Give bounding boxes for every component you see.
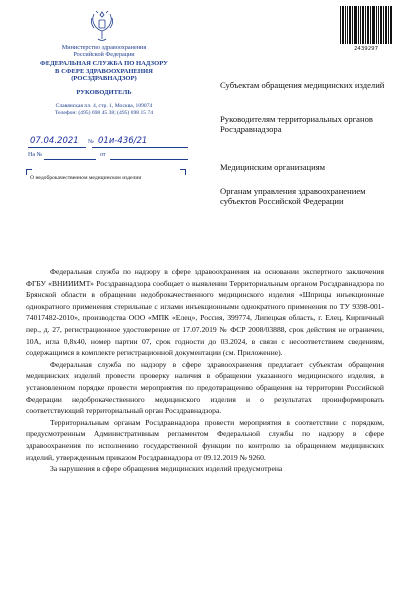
- number-underline: [92, 147, 188, 148]
- paragraph-4: За нарушения в сфере обращения медицинских изделий предусмотрена: [50, 464, 283, 474]
- letter-body: [26, 266, 384, 475]
- agency-line-3: (РОСЗДРАВНАДЗОР): [71, 75, 137, 83]
- paragraph-3: Территориальным органам Росздравнадзора провести мероприятия в соответствии с порядком, предусмотренным Административным регламентом Федеральной службы по надзору в сфере здравоохранения по исполнению государственной функции по контролю за обращением медицинских изделий, утвержденным приказом Росздравнадзора от 09.12.2019 № 9260.: [26, 417, 384, 462]
- ministry-name: [20, 44, 188, 58]
- registration-date: 07.04.2021: [30, 136, 79, 146]
- registration-number: 01и-436/21: [98, 136, 148, 146]
- number-sign: №: [88, 139, 94, 145]
- addressee-1: Субъектам обращения медицинских изделий: [220, 80, 385, 90]
- head-title: РУКОВОДИТЕЛЬ: [76, 89, 132, 96]
- coat-of-arms-emblem: [88, 8, 116, 44]
- ministry-line-2: Российской Федерации: [73, 51, 135, 59]
- reference-label: На №: [28, 152, 43, 158]
- paragraph-2: Федеральная служба по надзору в сфере здравоохранения предлагает субъектам обращения медицинских изделий провести проверку наличия в обращении указанного медицинского изделия, в установленном порядке провести мероприятия по предотвращению обращения на территории Российской Федерации недоброкачественного медицинского изделия и о результатах проинформировать соответствующий территориальный орган Росздравнадзора.: [26, 359, 384, 416]
- reference-from-underline: [110, 159, 188, 160]
- agency-line-1: ФЕДЕРАЛЬНАЯ СЛУЖБА ПО НАДЗОРУ: [40, 60, 168, 67]
- addressee-3: Медицинским организациям: [220, 162, 326, 172]
- agency-name: [20, 60, 188, 83]
- bracket-top-right: [180, 169, 186, 175]
- address-line-2: Телефон: (495) 698 45 38; (495) 698 15 74: [54, 110, 154, 116]
- barcode-number: 2439297: [353, 46, 378, 52]
- address-line-1: Славянская пл. 4, стр. 1, Москва, 109074: [55, 103, 153, 109]
- reference-underline: [44, 159, 96, 160]
- agency-line-2: В СФЕРЕ ЗДРАВООХРАНЕНИЯ: [55, 67, 153, 75]
- barcode: [340, 6, 392, 44]
- date-underline: [28, 147, 86, 148]
- addressee-4: Органам управления здравоохранением субъектов Российской Федерации: [220, 186, 366, 206]
- ministry-line-1: Министерство здравоохранения: [61, 44, 147, 51]
- paragraph-1: Федеральная служба по надзору в сфере здравоохранения на основании экспертного заключения ФГБУ «ВНИИИМТ» Росздравнадзора сообщает о выявлении Территориальным органом Росздравнадзора по Брянской области в обращении недоброкачественного медицинского изделия «Шприцы инъекционные однократного применения стерильные с иглами инъекционными однократного применения по ТУ 9398-001-74017482-2010», производства ООО «МПК «Елец», Россия, 399774, Липецкая область, г. Елец, Кирпичный пер., д. 27, регистрационное удостоверение от 17.07.2019 № ФСР 2008/03888, срок действия не ограничен, 10А, игла 0,8х40, номер партии 07, срок годности до 03.2024, в связи с несоответствием сведениям, содержащимся в комплекте регистрационной документации (см. Приложение).: [26, 267, 384, 358]
- reference-from-label: от: [100, 152, 106, 158]
- agency-address: [20, 103, 188, 117]
- letter-subject: О недоброкачественном медицинском изделии: [30, 175, 142, 181]
- addressee-2: Руководителям территориальных органов Росздравнадзора: [220, 114, 373, 134]
